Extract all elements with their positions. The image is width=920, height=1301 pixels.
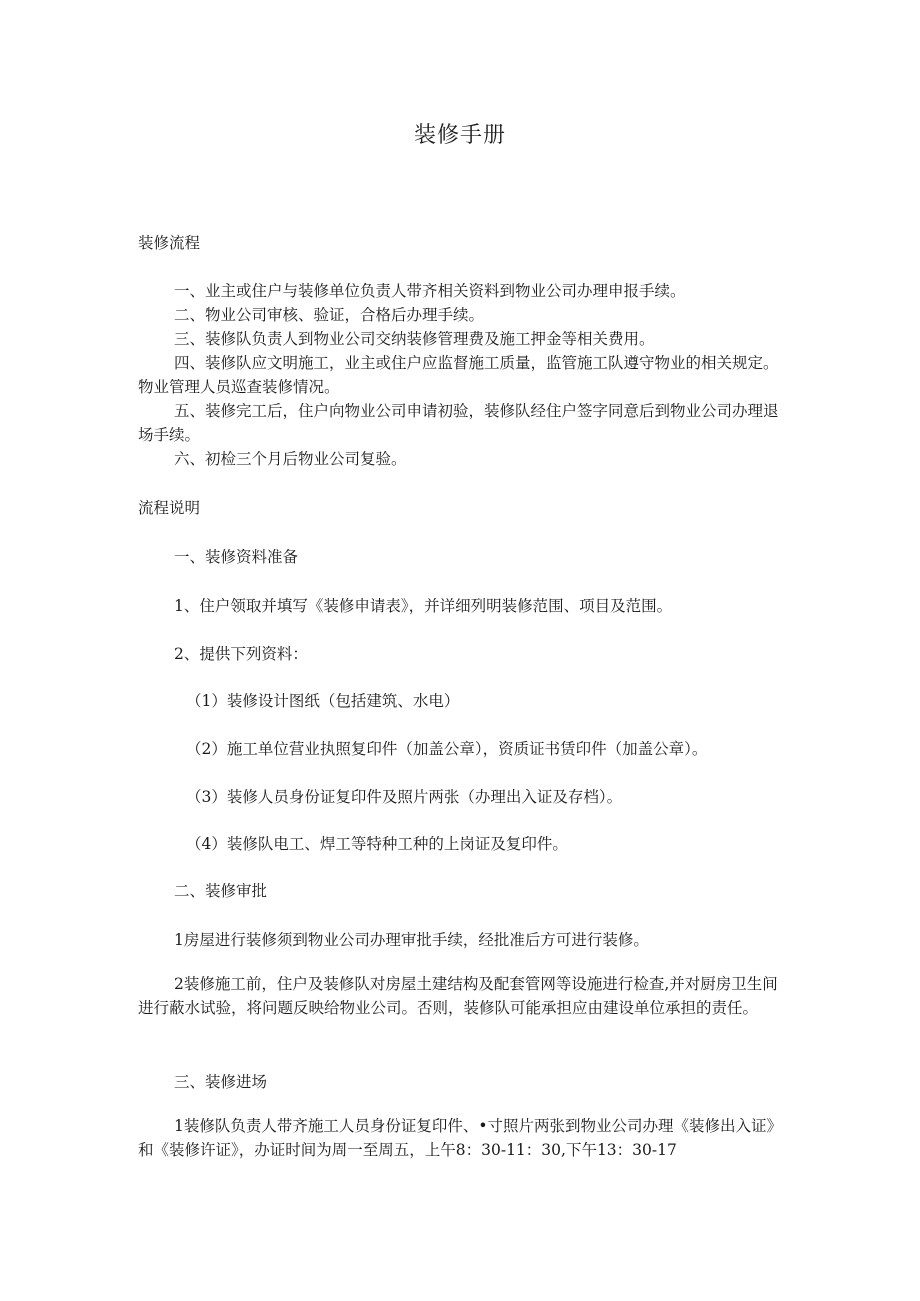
approval-item-1: 1房屋进行装修须到物业公司办理审批手续，经批准后方可进行装修。 bbox=[174, 931, 649, 949]
subsection-heading-entry: 三、装修进场 bbox=[174, 1073, 268, 1091]
subsection-heading-approval: 二、装修审批 bbox=[174, 882, 268, 900]
materials-item-2: 2、提供下列资料： bbox=[174, 645, 308, 663]
section-heading-process: 装修流程 bbox=[138, 234, 201, 252]
document-title: 装修手册 bbox=[413, 123, 506, 148]
material-entry-4: （4）装修队电工、焊工等特种工种的上岗证及复印件。 bbox=[186, 835, 568, 853]
material-entry-3: （3）装修人员身份证复印件及照片两张（办理出入证及存档）。 bbox=[186, 788, 623, 806]
process-step-6: 六、初检三个月后物业公司复验。 bbox=[174, 450, 407, 468]
process-step-2: 二、物业公司审核、验证，合格后办理手续。 bbox=[174, 306, 485, 324]
process-step-3: 三、装修队负责人到物业公司交纳装修管理费及施工押金等相关费用。 bbox=[174, 330, 655, 348]
process-step-4: 四、装修队应文明施工，业主或住户应监督施工质量，监管施工队遵守物业的相关规定。物业管理人员巡查装修情况。 bbox=[138, 354, 779, 396]
material-entry-2: （2）施工单位营业执照复印件（加盖公章），资质证书赁印件（加盖公章）。 bbox=[186, 740, 708, 758]
process-step-5: 五、装修完工后，住户向物业公司申请初验，装修队经住户签字同意后到物业公司办理退场手续。 bbox=[138, 402, 779, 444]
subsection-heading-materials: 一、装修资料准备 bbox=[174, 548, 299, 566]
section-heading-explanation: 流程说明 bbox=[138, 499, 201, 517]
materials-item-1: 1、住户领取并填写《装修申请表》，并详细列明装修范围、项目及范围。 bbox=[174, 597, 673, 615]
entry-item-1: 1装修队负责人带齐施工人员身份证复印件、•寸照片两张到物业公司办理《装修出入证》和《装修许证》，办证时间为周一至周五，上午8：30-11：30,下午13：30-17 bbox=[138, 1117, 783, 1159]
process-step-1: 一、业主或住户与装修单位负责人带齐相关资料到物业公司办理申报手续。 bbox=[174, 282, 686, 300]
approval-item-2: 2装修施工前，住户及装修队对房屋土建结构及配套管网等设施进行检查,并对厨房卫生间进行蔽水试验，将问题反映给物业公司。否则，装修队可能承担应由建设单位承担的责任。 bbox=[138, 975, 778, 1017]
material-entry-1: （1）装修设计图纸（包括建筑、水电） bbox=[186, 692, 460, 710]
